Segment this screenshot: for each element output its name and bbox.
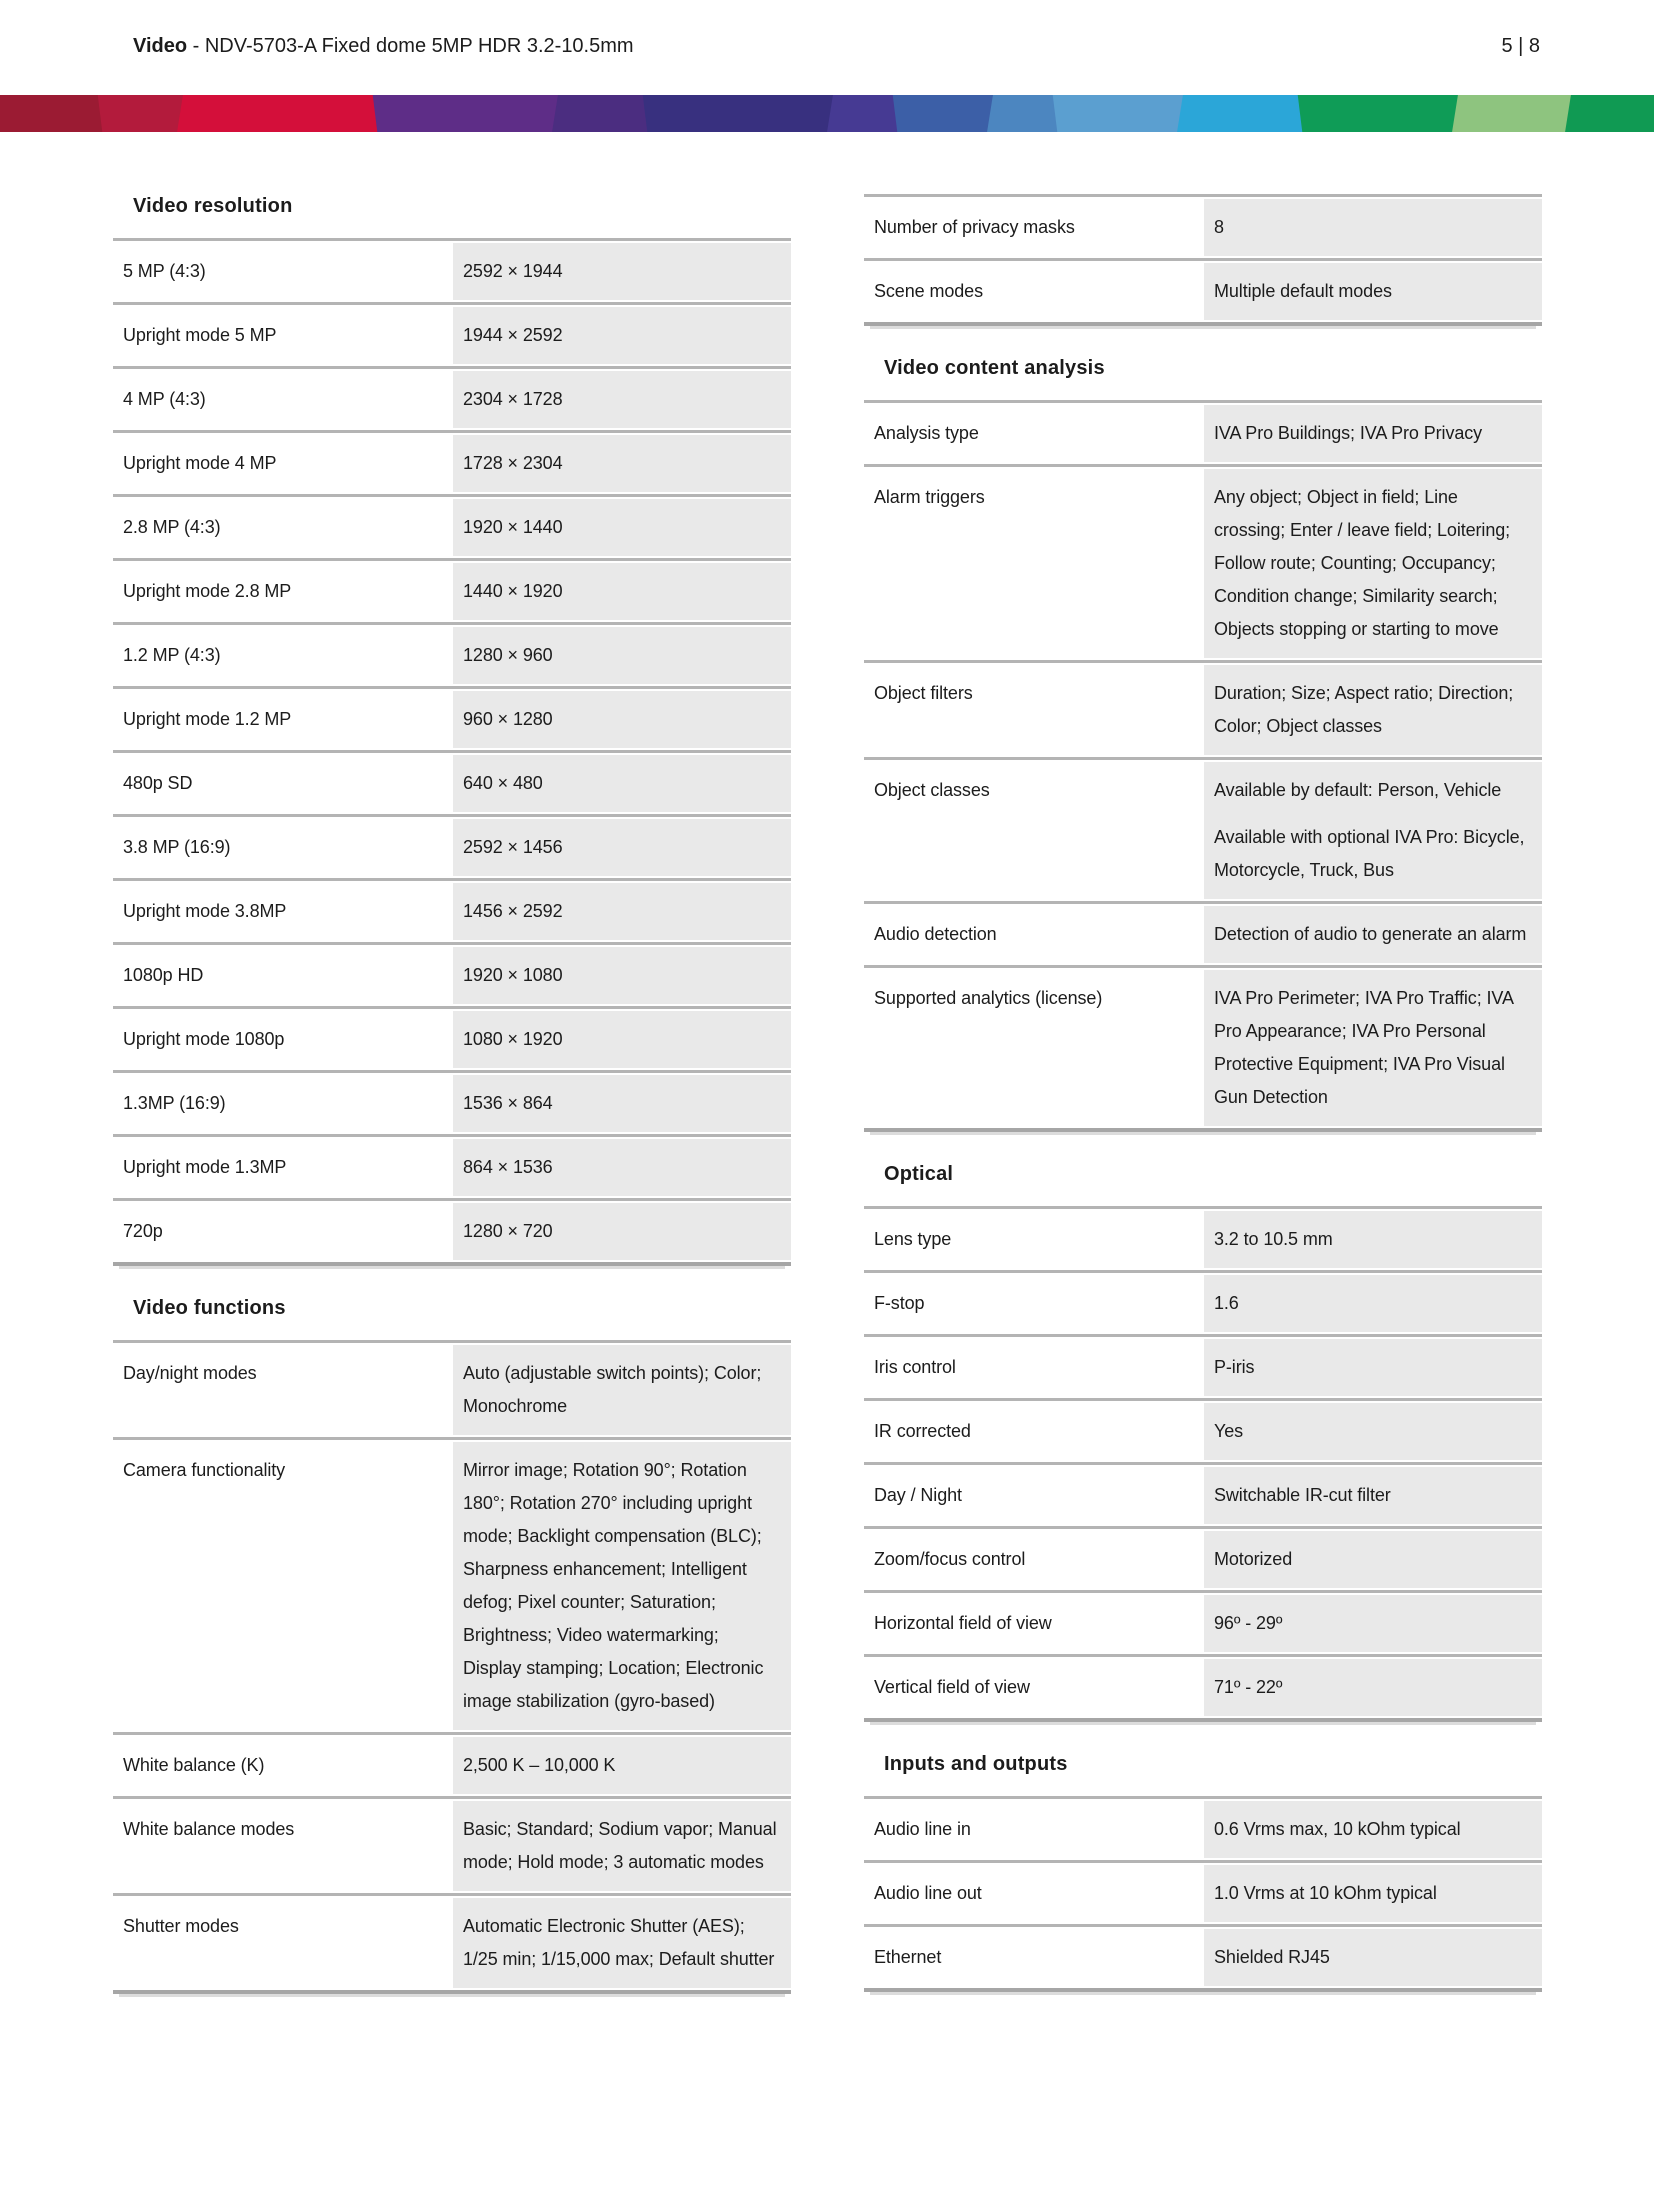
spec-label: 5 MP (4:3) (123, 261, 206, 281)
spec-value: 1280 × 960 (453, 625, 791, 686)
color-bar-segment (1560, 95, 1654, 132)
spec-label: Upright mode 1.3MP (123, 1157, 287, 1177)
spec-value: 640 × 480 (453, 753, 791, 814)
color-bar-segment (373, 95, 566, 132)
spec-value: 2,500 K – 10,000 K (453, 1735, 791, 1796)
spec-label: Ethernet (874, 1947, 942, 1967)
spec-label: 3.8 MP (16:9) (123, 837, 231, 857)
spec-value: 2592 × 1944 (453, 241, 791, 302)
spec-label: White balance modes (123, 1819, 295, 1839)
spec-label: IR corrected (874, 1421, 971, 1441)
color-bar-segment (1298, 95, 1466, 132)
spec-label: Audio detection (874, 924, 997, 944)
spec-table (113, 1340, 791, 1994)
spec-row-shutter-modes (113, 1893, 791, 1990)
spec-value: 1536 × 864 (453, 1073, 791, 1134)
spec-row-horizontal-field-of-view (864, 1590, 1542, 1654)
spec-label: Vertical field of view (874, 1677, 1030, 1697)
spec-sheet-body (0, 132, 1654, 2008)
color-bar-segment (1452, 95, 1571, 132)
spec-value: 3.2 to 10.5 mm (1204, 1209, 1542, 1270)
spec-value: IVA Pro Perimeter; IVA Pro Traffic; IVA Pro Appearance; IVA Pro Personal Protective Equipment; IVA Pro Visual Gun Detection (1204, 968, 1542, 1128)
color-bar-segment (1053, 95, 1191, 132)
spec-value: 1728 × 2304 (453, 433, 791, 494)
spec-row-audio-line-in (864, 1796, 1542, 1860)
color-bar-segment (643, 95, 841, 132)
brand-color-bar (0, 95, 1654, 132)
spec-label: Analysis type (874, 423, 979, 443)
spec-label: Supported analytics (license) (874, 988, 1103, 1008)
section-heading-video-content-analysis: Video content analysis (884, 357, 1105, 379)
spec-label: Object classes (874, 780, 990, 800)
spec-value: 0.6 Vrms max, 10 kOhm typical (1204, 1799, 1542, 1860)
spec-label: Day/night modes (123, 1363, 257, 1383)
spec-row-3-8-mp-16-9 (113, 814, 791, 878)
spec-value: 1080 × 1920 (453, 1009, 791, 1070)
spec-value: 1920 × 1080 (453, 945, 791, 1006)
color-bar-segment (98, 95, 191, 132)
spec-value: Any object; Object in field; Line crossing; Enter / leave field; Loitering; Follow route; Counting; Occupancy; Condition change; Similarity search; Objects stopping or starting to move (1204, 467, 1542, 660)
spec-value: P-iris (1204, 1337, 1542, 1398)
spec-table (864, 194, 1542, 326)
spec-value: 1920 × 1440 (453, 497, 791, 558)
spec-row-upright-mode-2-8-mp (113, 558, 791, 622)
right-column (864, 194, 1542, 2008)
spec-label: Lens type (874, 1229, 952, 1249)
spec-label: Alarm triggers (874, 487, 985, 507)
spec-label: Number of privacy masks (874, 217, 1075, 237)
spec-label: 1.2 MP (4:3) (123, 645, 221, 665)
spec-value: IVA Pro Buildings; IVA Pro Privacy (1204, 403, 1542, 464)
spec-value: Switchable IR-cut filter (1204, 1465, 1542, 1526)
spec-row-upright-mode-5-mp (113, 302, 791, 366)
section-heading-video-resolution: Video resolution (133, 195, 293, 217)
spec-label: Upright mode 5 MP (123, 325, 277, 345)
spec-row-audio-detection (864, 901, 1542, 965)
spec-table (864, 1206, 1542, 1722)
spec-row-upright-mode-3-8mp (113, 878, 791, 942)
spec-label: Horizontal field of view (874, 1613, 1052, 1633)
spec-row-audio-line-out (864, 1860, 1542, 1924)
spec-value: 1440 × 1920 (453, 561, 791, 622)
spec-value: 8 (1204, 197, 1542, 258)
spec-value: Duration; Size; Aspect ratio; Direction; Color; Object classes (1204, 663, 1542, 757)
spec-value: 864 × 1536 (453, 1137, 791, 1198)
spec-row-upright-mode-4-mp (113, 430, 791, 494)
spec-row-object-filters (864, 660, 1542, 757)
spec-row-day-night (864, 1462, 1542, 1526)
spec-row-1080p-hd (113, 942, 791, 1006)
spec-label: 1080p HD (123, 965, 204, 985)
spec-value: Mirror image; Rotation 90°; Rotation 180°; Rotation 270° including upright mode; Backlight compensation (BLC); Sharpness enhancement; Intelligent defog; Pixel counter; Saturation; Brightness; Video watermarking; Display stamping; Location; Electronic image stabilization (gyro-based) (453, 1440, 791, 1732)
spec-row-720p (113, 1198, 791, 1262)
spec-label: Upright mode 1080p (123, 1029, 285, 1049)
spec-value: Motorized (1204, 1529, 1542, 1590)
page-header (0, 0, 1654, 58)
spec-value-paragraph: Available with optional IVA Pro: Bicycle, Motorcycle, Truck, Bus (1214, 827, 1525, 880)
spec-row-2-8-mp-4-3 (113, 494, 791, 558)
spec-row-vertical-field-of-view (864, 1654, 1542, 1718)
color-bar-segment (1177, 95, 1311, 132)
spec-label: Upright mode 2.8 MP (123, 581, 292, 601)
section-heading-optical: Optical (884, 1163, 954, 1185)
spec-value: Detection of audio to generate an alarm (1204, 904, 1542, 965)
spec-row-lens-type (864, 1206, 1542, 1270)
spec-row-day-night-modes (113, 1340, 791, 1437)
spec-value: Auto (adjustable switch points); Color; Monochrome (453, 1343, 791, 1437)
color-bar-segment (177, 95, 386, 132)
spec-row-5-mp-4-3 (113, 238, 791, 302)
spec-value: 960 × 1280 (453, 689, 791, 750)
spec-label: Iris control (874, 1357, 956, 1377)
spec-label: Audio line in (874, 1819, 971, 1839)
spec-row-supported-analytics-license (864, 965, 1542, 1128)
section-heading-video-functions: Video functions (133, 1297, 286, 1319)
spec-label: 480p SD (123, 773, 193, 793)
spec-label: 2.8 MP (4:3) (123, 517, 221, 537)
spec-label: 4 MP (4:3) (123, 389, 206, 409)
color-bar-segment (552, 95, 656, 132)
spec-row-ethernet (864, 1924, 1542, 1988)
spec-value: Basic; Standard; Sodium vapor; Manual mode; Hold mode; 3 automatic modes (453, 1799, 791, 1893)
spec-value: 1.6 (1204, 1273, 1542, 1334)
spec-row-object-classes (864, 757, 1542, 901)
spec-label: 1.3MP (16:9) (123, 1093, 226, 1113)
spec-table (864, 400, 1542, 1132)
spec-value: 1.0 Vrms at 10 kOhm typical (1204, 1863, 1542, 1924)
spec-value: 1280 × 720 (453, 1201, 791, 1262)
spec-row-upright-mode-1-3mp (113, 1134, 791, 1198)
spec-label: Upright mode 4 MP (123, 453, 277, 473)
spec-value: 2592 × 1456 (453, 817, 791, 878)
spec-row-camera-functionality (113, 1437, 791, 1732)
spec-table (113, 238, 791, 1266)
spec-row-alarm-triggers (864, 464, 1542, 660)
spec-row-ir-corrected (864, 1398, 1542, 1462)
spec-value: 2304 × 1728 (453, 369, 791, 430)
spec-row-1-2-mp-4-3 (113, 622, 791, 686)
spec-value: 1944 × 2592 (453, 305, 791, 366)
spec-label: 720p (123, 1221, 163, 1241)
spec-value: Multiple default modes (1204, 261, 1542, 322)
spec-label: Day / Night (874, 1485, 962, 1505)
spec-row-4-mp-4-3 (113, 366, 791, 430)
spec-label: F-stop (874, 1293, 925, 1313)
document-title (133, 34, 634, 58)
spec-value: Shielded RJ45 (1204, 1927, 1542, 1988)
spec-label: Shutter modes (123, 1916, 239, 1936)
spec-table (864, 1796, 1542, 1992)
page-number: 5 | 8 (1501, 35, 1540, 57)
section-heading-inputs-and-outputs: Inputs and outputs (884, 1753, 1068, 1775)
spec-label: Scene modes (874, 281, 983, 301)
spec-row-number-of-privacy-masks (864, 194, 1542, 258)
left-column (113, 194, 791, 2008)
spec-value: 71º - 22º (1204, 1657, 1542, 1718)
spec-row-zoom-focus-control (864, 1526, 1542, 1590)
spec-label: Camera functionality (123, 1460, 286, 1480)
spec-label: White balance (K) (123, 1755, 265, 1775)
spec-label: Upright mode 3.8MP (123, 901, 287, 921)
spec-row-white-balance-modes (113, 1796, 791, 1893)
spec-label: Zoom/focus control (874, 1549, 1026, 1569)
spec-value: Yes (1204, 1401, 1542, 1462)
spec-row-upright-mode-1080p (113, 1006, 791, 1070)
spec-row-scene-modes (864, 258, 1542, 322)
spec-label: Audio line out (874, 1883, 982, 1903)
spec-value (1204, 760, 1542, 901)
color-bar-segment (0, 95, 108, 132)
spec-value: Automatic Electronic Shutter (AES); 1/25 min; 1/15,000 max; Default shutter (453, 1896, 791, 1990)
document-title-section: Video (133, 35, 188, 57)
color-bar-segment (893, 95, 1001, 132)
spec-value: 96º - 29º (1204, 1593, 1542, 1654)
spec-row-analysis-type (864, 400, 1542, 464)
spec-label: Object filters (874, 683, 973, 703)
document-title-product: - NDV-5703-A Fixed dome 5MP HDR 3.2-10.5mm (187, 35, 634, 57)
spec-label: Upright mode 1.2 MP (123, 709, 292, 729)
spec-row-480p-sd (113, 750, 791, 814)
spec-row-1-3mp-16-9 (113, 1070, 791, 1134)
spec-row-iris-control (864, 1334, 1542, 1398)
spec-value-paragraph: Available by default: Person, Vehicle (1214, 780, 1502, 800)
spec-row-upright-mode-1-2-mp (113, 686, 791, 750)
spec-row-f-stop (864, 1270, 1542, 1334)
spec-row-white-balance-k (113, 1732, 791, 1796)
spec-value: 1456 × 2592 (453, 881, 791, 942)
